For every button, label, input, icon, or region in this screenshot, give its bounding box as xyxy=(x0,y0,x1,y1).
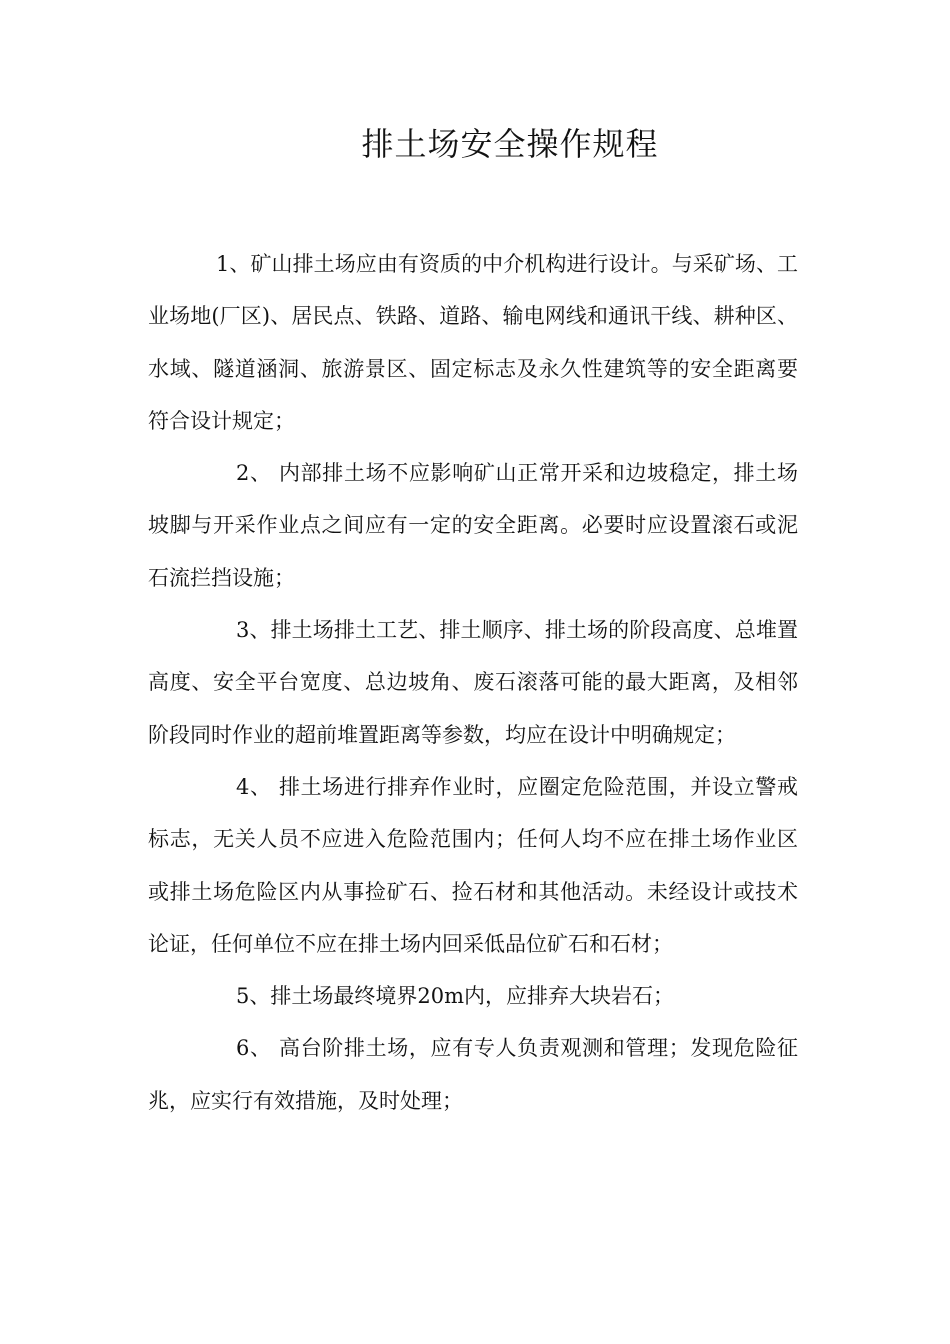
paragraph-3: 3、排土场排土工艺、排土顺序、排土场的阶段高度、总堆置高度、安全平台宽度、总边坡角、废石滚落可能的最大距离，及相邻阶段同时作业的超前堆置距离等参数，均应在设计中明确规定； xyxy=(148,618,798,747)
paragraph-1: 1、矿山排土场应由有资质的中介机构进行设计。与采矿场、工业场地(厂区)、居民点、铁路、道路、输电网线和通讯干线、耕种区、水域、隧道涵洞、旅游景区、固定标志及永久性建筑等的安全距离要符合设计规定； xyxy=(148,252,798,433)
document-title: 排土场安全操作规程 xyxy=(361,125,659,163)
paragraph-4: 4、 排土场进行排弃作业时，应圈定危险范围，并设立警戒标志，无关人员不应进入危险范围内；任何人均不应在排土场作业区或排土场危险区内从事捡矿石、捡石材和其他活动。未经设计或技术论证，任何单位不应在排土场内回采低品位矿石和石材； xyxy=(148,774,798,956)
paragraph-5: 5、排土场最终境界20m内，应排弃大块岩石； xyxy=(236,984,674,1009)
document-body xyxy=(148,238,798,1127)
paragraph-2: 2、 内部排土场不应影响矿山正常开采和边坡稳定，排土场坡脚与开采作业点之间应有一定的安全距离。必要时应设置滚石或泥石流拦挡设施； xyxy=(148,461,798,590)
paragraph-6: 6、 高台阶排土场，应有专人负责观测和管理；发现危险征兆，应实行有效措施，及时处理； xyxy=(148,1036,798,1113)
